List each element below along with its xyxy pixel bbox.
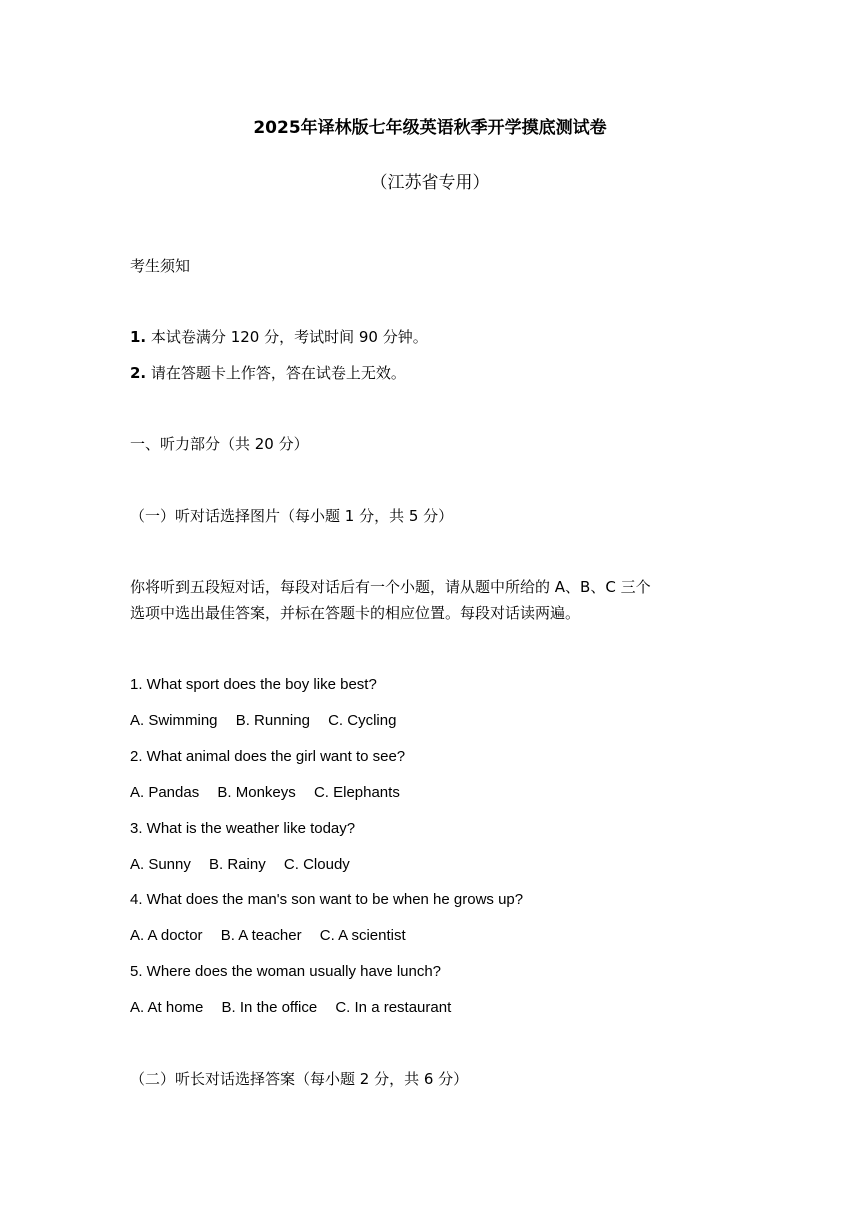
option-b: B. A teacher — [220, 927, 302, 944]
part-heading-1: （一）听对话选择图片（每小题 1 分，共 5 分） — [130, 507, 454, 525]
question-5-options — [130, 997, 465, 1019]
notice-item-1 — [130, 326, 428, 348]
option-b: B. In the office — [221, 999, 318, 1016]
question-1-options — [130, 710, 410, 732]
option-c: C. Cloudy — [283, 856, 350, 873]
option-a: A. A doctor — [130, 927, 203, 944]
question-3: 3. What is the weather like today? — [130, 820, 356, 837]
question-2-options — [130, 782, 414, 804]
instructions-line-2: 选项中选出最佳答案，并标在答题卡的相应位置。每段对话读两遍。 — [130, 604, 581, 622]
notice-item-number: 1. — [130, 328, 147, 346]
option-b: B. Monkeys — [217, 784, 296, 801]
question-2: 2. What animal does the girl want to see? — [130, 748, 406, 765]
part-heading-2: （二）听长对话选择答案（每小题 2 分，共 6 分） — [130, 1070, 469, 1088]
notice-item-text: 请在答题卡上作答，答在试卷上无效。 — [150, 364, 406, 382]
option-c: C. A scientist — [319, 927, 406, 944]
notice-item-number: 2. — [130, 364, 147, 382]
question-4: 4. What does the man's son want to be when he grows up? — [130, 891, 524, 908]
option-c: C. Cycling — [328, 712, 397, 729]
option-a: A. Pandas — [130, 784, 200, 801]
section-heading-listening: 一、听力部分（共 20 分） — [130, 435, 309, 453]
notice-item-text: 本试卷满分 120 分，考试时间 90 分钟。 — [150, 328, 428, 346]
instructions-line-1: 你将听到五段短对话，每段对话后有一个小题，请从题中所给的 A、B、C 三个 — [130, 578, 651, 596]
notice-heading: 考生须知 — [130, 257, 191, 275]
option-c: C. In a restaurant — [335, 999, 452, 1016]
exam-subtitle: （江苏省专用） — [370, 173, 490, 193]
question-1: 1. What sport does the boy like best? — [130, 676, 377, 693]
option-a: A. Swimming — [130, 712, 218, 729]
option-a: A. Sunny — [130, 856, 191, 873]
notice-item-2 — [130, 362, 406, 384]
question-5: 5. Where does the woman usually have lunch? — [130, 963, 442, 980]
question-3-options — [130, 854, 364, 876]
option-c: C. Elephants — [313, 784, 400, 801]
exam-title: 2025年译林版七年级英语秋季开学摸底测试卷 — [253, 118, 607, 138]
option-b: B. Rainy — [209, 856, 266, 873]
question-4-options — [130, 925, 420, 947]
option-a: A. At home — [130, 999, 204, 1016]
option-b: B. Running — [235, 712, 310, 729]
